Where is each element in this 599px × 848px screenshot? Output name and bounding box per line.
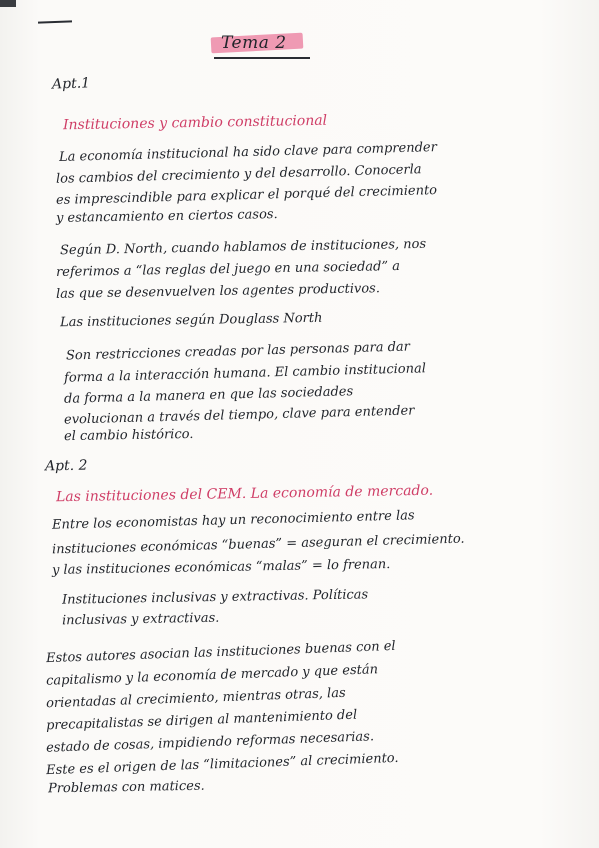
paragraph-line: Entre los economistas hay un reconocimiento entre las (51, 508, 415, 533)
paragraph-line: estado de cosas, impidiendo reformas necesarias. (45, 729, 375, 756)
paragraph-line: y las instituciones económicas “malas” = lo frenan. (51, 557, 391, 578)
paragraph-line: evolucionan a través del tiempo, clave para entender (63, 403, 415, 428)
paragraph-line: Instituciones inclusivas y extractivas. Políticas (61, 587, 369, 608)
paragraph-line: Este es el origen de las “limitaciones” al crecimiento. (45, 750, 399, 779)
section2-subtitle: Las instituciones del CEM. La economía de mercado. (55, 482, 434, 506)
paragraph-line: La economía institucional ha sido clave para comprender (58, 140, 438, 165)
paragraph-line: el cambio histórico. (63, 426, 194, 445)
section1-heading: Apt.1 (51, 75, 91, 93)
paragraph-line: es imprescindible para explicar el porqué del crecimiento (55, 183, 438, 208)
paragraph-line: inclusivas y extractivas. (61, 610, 220, 629)
paragraph-line: los cambios del crecimiento y del desarrollo. Conocerla (55, 162, 422, 187)
section2-heading: Apt. 2 (44, 457, 88, 475)
section1-subtitle: Instituciones y cambio constitucional (62, 112, 328, 134)
paragraph-line: instituciones económicas “buenas” = aseguran el crecimiento. (51, 531, 465, 558)
paragraph-line: da forma a la manera en que las sociedades (63, 384, 354, 407)
page-title-block (215, 30, 299, 56)
paragraph-line: y estancamiento en ciertos casos. (55, 207, 278, 226)
paragraph-line: capitalismo y la economía de mercado y que están (45, 662, 379, 689)
paragraph-line: las que se desenvuelven los agentes productivos. (55, 281, 381, 302)
paragraph-line: Estos autores asocian las instituciones buenas con el (45, 638, 396, 667)
paragraph-heading: Las instituciones según Douglass North (59, 310, 323, 331)
paragraph-line: Problemas con matices. (47, 778, 205, 797)
paragraph-line: Según D. North, cuando hablamos de instituciones, nos (59, 236, 427, 259)
page-title: Tema 2 (221, 33, 287, 53)
paragraph-line: precapitalistas se dirigen al mantenimiento del (45, 707, 358, 734)
page-corner-mark (0, 0, 16, 7)
paragraph-line: referimos a “las reglas del juego en una sociedad” a (55, 258, 401, 281)
paragraph-line: Son restricciones creadas por las personas para dar (65, 339, 411, 364)
paragraph-line: forma a la interacción humana. El cambio institucional (63, 361, 427, 386)
title-underline (214, 57, 310, 59)
margin-dash (38, 20, 72, 23)
paragraph-line: orientadas al crecimiento, mientras otras, las (45, 685, 346, 712)
